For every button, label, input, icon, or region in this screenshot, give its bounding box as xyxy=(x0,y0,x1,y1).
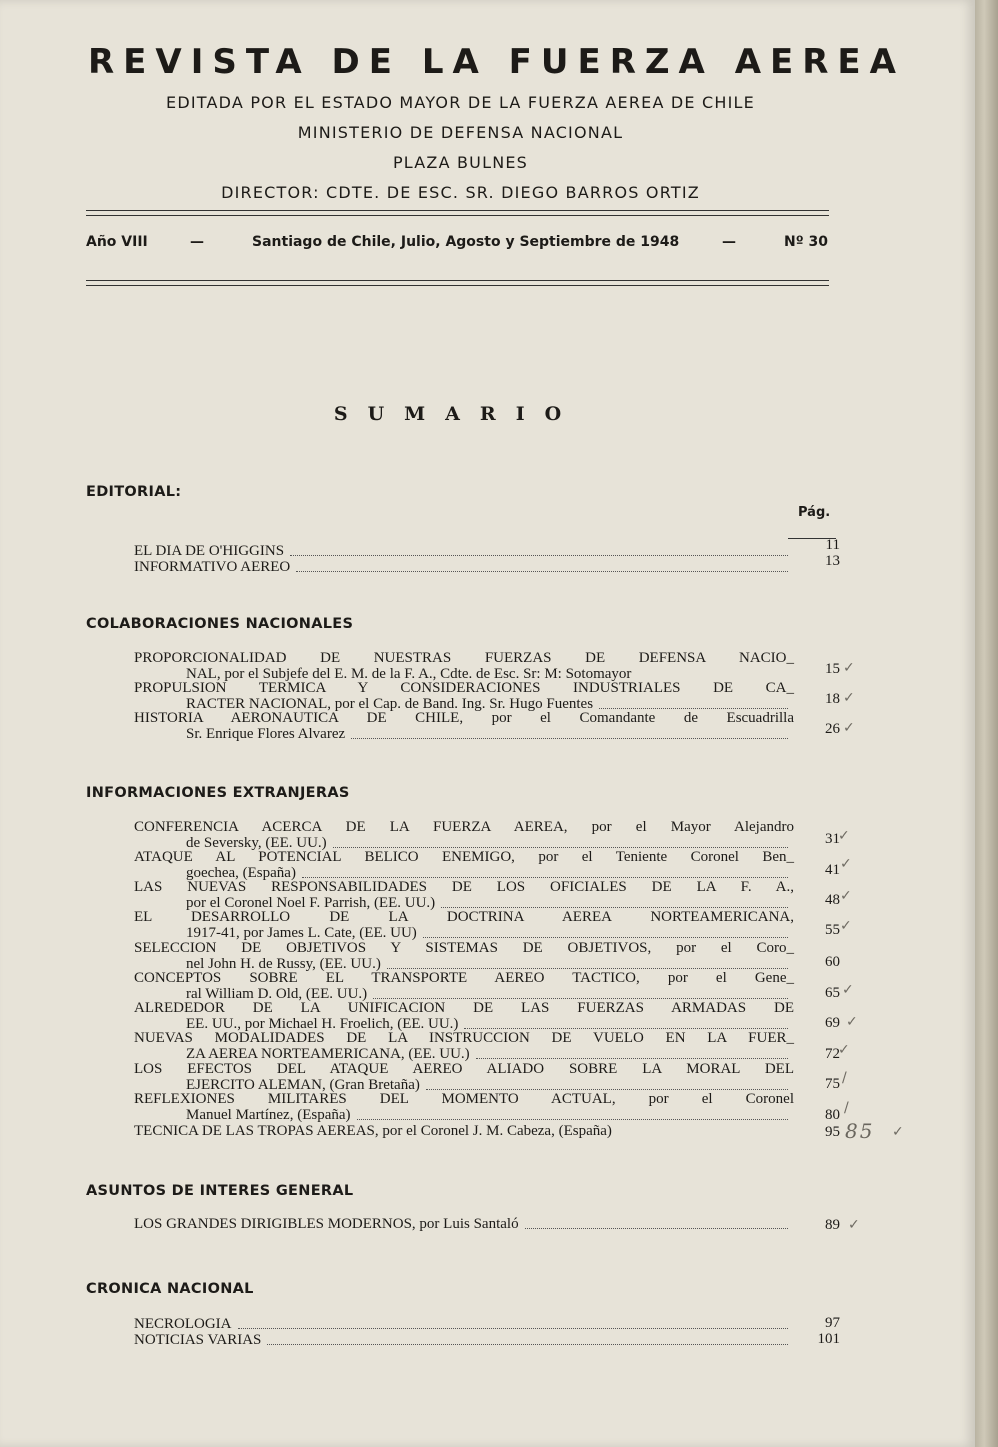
toc-page: 72 xyxy=(825,1046,840,1062)
section-editorial: EDITORIAL: xyxy=(86,484,182,500)
page-column-header: Pág. xyxy=(798,505,831,520)
section-colaboraciones-nacionales: COLABORACIONES NACIONALES xyxy=(86,616,354,632)
toc-page: 31 xyxy=(825,831,840,847)
issue-number: Nº 30 xyxy=(784,234,828,250)
toc-page: 80 xyxy=(825,1107,840,1123)
toc-page: 60 xyxy=(825,954,840,970)
section-asuntos-de-interes-general: ASUNTOS DE INTERES GENERAL xyxy=(86,1183,354,1199)
handwritten-page-note: 85 xyxy=(845,1119,875,1143)
header-rule-top-2 xyxy=(86,215,829,216)
toc-entry: EL DIA DE O'HIGGINS xyxy=(134,544,794,560)
toc-entry: EL DESARROLLO DE LA DOCTRINA AEREA NORTEAMERICANA, 1917-41, por James L. Cate, (EE. UU) xyxy=(134,909,794,941)
handwritten-check-mark: ✓ xyxy=(838,828,850,844)
toc-entry: INFORMATIVO AEREO xyxy=(134,560,794,576)
handwritten-check-mark: / xyxy=(842,1070,847,1086)
director-line: DIRECTOR: CDTE. DE ESC. SR. DIEGO BARROS ORTIZ xyxy=(221,183,700,202)
section-informaciones-extranjeras: INFORMACIONES EXTRANJERAS xyxy=(86,785,350,801)
toc-entry: TECNICA DE LAS TROPAS AEREAS, por el Coronel J. M. Cabeza, (España) xyxy=(134,1123,612,1139)
toc-page: 11 xyxy=(825,537,840,553)
sumario-heading: SUMARIO xyxy=(333,403,582,425)
toc-page: 26 xyxy=(825,721,840,737)
publisher-line: EDITADA POR EL ESTADO MAYOR DE LA FUERZA AEREA DE CHILE xyxy=(166,93,755,112)
toc-entry: LOS EFECTOS DEL ATAQUE AEREO ALIADO SOBRE LA MORAL DEL EJERCITO ALEMAN, (Gran Bretaña) xyxy=(134,1061,794,1093)
issue-dash-left: — xyxy=(190,234,204,250)
toc-page: 95 xyxy=(825,1124,840,1140)
toc-page: 55 xyxy=(825,922,840,938)
toc-entry: SELECCION DE OBJETIVOS Y SISTEMAS DE OBJETIVOS, por el Coro_ nel John H. de Russy, (EE. UU.) xyxy=(134,940,794,972)
address-line: PLAZA BULNES xyxy=(392,153,529,172)
toc-page: 13 xyxy=(825,553,840,569)
toc-entry: CONFERENCIA ACERCA DE LA FUERZA AEREA, por el Mayor Alejandro de Seversky, (EE. UU.) xyxy=(134,819,794,851)
handwritten-check-mark: ✓ xyxy=(838,1042,850,1058)
handwritten-check-mark: ✓ xyxy=(840,888,852,904)
section-cronica-nacional: CRONICA NACIONAL xyxy=(86,1281,254,1297)
toc-page: 89 xyxy=(825,1217,840,1233)
toc-entry: LAS NUEVAS RESPONSABILIDADES DE LOS OFICIALES DE LA F. A., por el Coronel Noel F. Parrish, (EE. UU.) xyxy=(134,879,794,911)
toc-entry: PROPULSION TERMICA Y CONSIDERACIONES INDUSTRIALES DE CA_ RACTER NACIONAL, por el Cap. de Band. Ing. Sr. Hugo Fuentes xyxy=(134,680,794,712)
issue-place-date: Santiago de Chile, Julio, Agosto y Septiembre de 1948 xyxy=(252,234,680,250)
handwritten-check-mark: ✓ xyxy=(843,690,855,706)
handwritten-check-mark: ✓ xyxy=(840,856,852,872)
toc-entry: CONCEPTOS SOBRE EL TRANSPORTE AEREO TACTICO, por el Gene_ ral William D. Old, (EE. UU.) xyxy=(134,970,794,1002)
toc-entry: NECROLOGIA xyxy=(134,1317,794,1333)
header-rule-bottom-2 xyxy=(86,285,829,286)
toc-page: 97 xyxy=(825,1315,840,1331)
header-rule-top-1 xyxy=(86,210,829,211)
handwritten-check-mark: ✓ xyxy=(848,1217,860,1233)
page-binding-edge xyxy=(975,0,998,1447)
handwritten-check-mark: ✓ xyxy=(842,982,854,998)
toc-page: 75 xyxy=(825,1076,840,1092)
toc-entry: NOTICIAS VARIAS xyxy=(134,1333,794,1349)
issue-year: Año VIII xyxy=(86,234,148,250)
header-rule-bottom-1 xyxy=(86,280,829,281)
toc-entry: ATAQUE AL POTENCIAL BELICO ENEMIGO, por el Teniente Coronel Ben_ goechea, (España) xyxy=(134,849,794,881)
toc-entry: NUEVAS MODALIDADES DE LA INSTRUCCION DE VUELO EN LA FUER_ ZA AEREA NORTEAMERICANA, (EE. UU.) xyxy=(134,1030,794,1062)
toc-entry: PROPORCIONALIDAD DE NUESTRAS FUERZAS DE DEFENSA NACIO_ NAL, por el Subjefe del E. M. de la F. A., Cdte. de Esc. Sr: M: Sotomayor xyxy=(134,650,794,682)
magazine-title: REVISTA DE LA FUERZA AEREA xyxy=(88,42,905,82)
handwritten-check-mark: ✓ xyxy=(840,918,852,934)
handwritten-check-mark: ✓ xyxy=(843,720,855,736)
handwritten-check-mark: ✓ xyxy=(846,1014,858,1030)
toc-entry: REFLEXIONES MILITARES DEL MOMENTO ACTUAL, por el Coronel Manuel Martínez, (España) xyxy=(134,1091,794,1123)
handwritten-check-mark: ✓ xyxy=(843,660,855,676)
toc-page: 48 xyxy=(825,892,840,908)
ministry-line: MINISTERIO DE DEFENSA NACIONAL xyxy=(297,123,624,142)
toc-page: 18 xyxy=(825,691,840,707)
handwritten-check-mark: / xyxy=(844,1100,849,1116)
issue-dash-right: — xyxy=(722,234,736,250)
toc-entry: LOS GRANDES DIRIGIBLES MODERNOS, por Luis Santaló xyxy=(134,1217,794,1233)
toc-page: 65 xyxy=(825,985,840,1001)
handwritten-check-mark: ✓ xyxy=(892,1124,904,1140)
toc-entry: ALREDEDOR DE LA UNIFICACION DE LAS FUERZAS ARMADAS DE EE. UU., por Michael H. Froelich, (EE. UU.) xyxy=(134,1000,794,1032)
toc-page: 15 xyxy=(825,661,840,677)
toc-page: 41 xyxy=(825,862,840,878)
toc-entry: HISTORIA AERONAUTICA DE CHILE, por el Comandante de Escuadrilla Sr. Enrique Flores Alvarez xyxy=(134,710,794,742)
issue-line xyxy=(86,232,829,256)
toc-page: 101 xyxy=(817,1331,840,1347)
toc-page: 69 xyxy=(825,1015,840,1031)
